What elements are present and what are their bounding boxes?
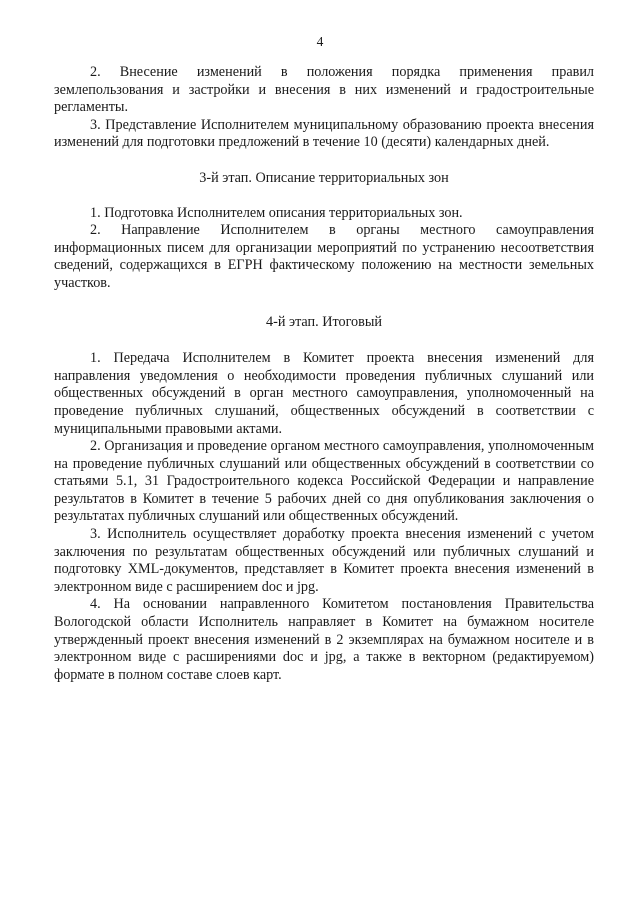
stage-4-item: 4. На основании направленного Комитетом постановления Правительства Вологодской области Исполнитель направляет в Комитет на бумажном носителе утвержденный проект внесения изменений в 2 экземплярах на бумажном носителе и в электронном виде с расширениями doc и jpg, а также в векторном (редактируемом) формате в полном составе слоев карт. xyxy=(54,596,594,683)
stage-4-heading: 4-й этап. Итоговый xyxy=(266,313,382,330)
stage-2-continuation xyxy=(54,64,594,152)
stage-3-item: 1. Подготовка Исполнителем описания территориальных зон. xyxy=(90,204,463,221)
stage-4-item: 2. Организация и проведение органом местного самоуправления, уполномоченным на проведение публичных слушаний или общественных обсуждений в соответствии со статьями 5.1, 31 Градостроительного кодекса Российской Федерации и направление результатов в Комитет в течение 5 рабочих дней со дня опубликования заключения о результатах публичных слушаний или общественных обсуждений. xyxy=(54,438,594,525)
page-number: 4 xyxy=(316,34,324,49)
stage-4-item: 3. Исполнитель осуществляет доработку проекта внесения изменений с учетом заключения по результатам общественных обсуждений или публичных слушаний и подготовку XML-документов, представляет в Комитет проекта внесения изменений в электронном виде с расширением doc и jpg. xyxy=(54,526,594,595)
stage-2-item: 3. Представление Исполнителем муниципальному образованию проекта внесения изменений для подготовки предложений в течение 10 (десяти) календарных дней. xyxy=(54,116,594,151)
stage-3-heading: 3-й этап. Описание территориальных зон xyxy=(199,169,449,186)
stage-4-section xyxy=(54,314,594,685)
stage-2-item: 2. Внесение изменений в положения порядка применения правил землепользования и застройки и внесения в них изменений и градостроительные регламенты. xyxy=(54,64,594,116)
document-body xyxy=(54,64,594,684)
stage-3-section xyxy=(54,170,594,293)
stage-3-item: 2. Направление Исполнителем в органы местного самоуправления информационных писем для организации мероприятий по устранению несоответствия сведений, содержащихся в ЕГРН фактическому положению на местности земельных участков. xyxy=(54,222,594,291)
stage-4-item: 1. Передача Исполнителем в Комитет проекта внесения изменений для направления уведомления о необходимости проведения публичных слушаний или общественных обсуждений в орган местного самоуправления, уполномоченный на проведение публичных слушаний, общественных обсуждений в соответствии с муниципальными правовыми актами. xyxy=(54,350,594,437)
